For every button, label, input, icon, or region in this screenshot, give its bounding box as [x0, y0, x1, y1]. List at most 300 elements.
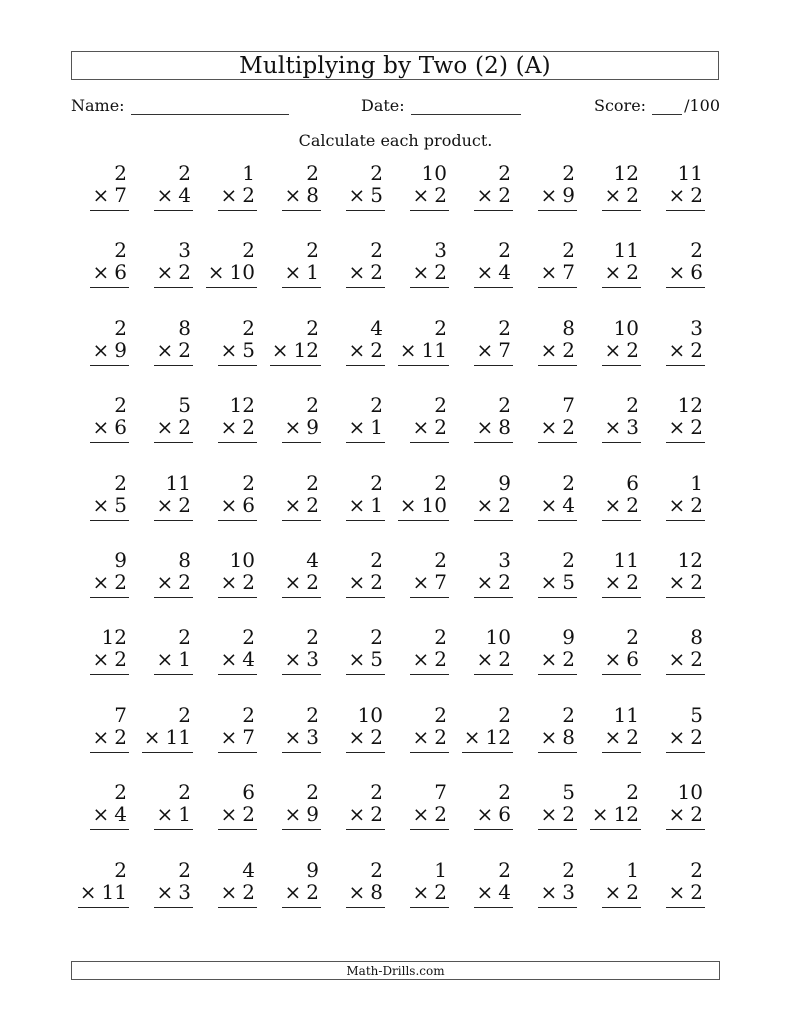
problem	[271, 315, 321, 368]
problem-multiplicand: 2	[306, 780, 319, 805]
multiplier-value: 2	[690, 183, 703, 207]
problem-multiplicand: 2	[306, 470, 319, 495]
answer-line	[90, 597, 129, 598]
multiplier-value: 2	[370, 569, 383, 594]
problem-multiplicand: 10	[357, 702, 383, 727]
problem-multiplicand: 2	[242, 238, 255, 263]
multiplier-value: 8	[498, 415, 511, 440]
multiplier-value: 10	[421, 492, 447, 517]
answer-line	[346, 442, 385, 443]
multiplier-value: 2	[434, 183, 447, 207]
answer-line	[90, 520, 129, 521]
answer-line	[218, 907, 257, 908]
problem-multiplier	[93, 261, 128, 283]
answer-line	[410, 907, 449, 908]
answer-line	[346, 597, 385, 598]
problem-multiplier	[541, 494, 576, 516]
problem-multiplicand: 2	[370, 780, 383, 805]
answer-line	[602, 752, 641, 753]
date-label: Date:	[361, 96, 405, 115]
multiply-sign: ×	[92, 724, 110, 749]
problem-multiplier	[669, 261, 704, 283]
problem	[534, 162, 577, 213]
problem-multiplier	[349, 494, 384, 516]
multiplier-value: 12	[293, 337, 319, 362]
problem-multiplicand: 2	[370, 470, 383, 495]
problem	[86, 781, 129, 832]
multiplier-value: 5	[562, 569, 575, 594]
multiplier-value: 2	[242, 802, 255, 827]
multiplier-value: 9	[114, 337, 127, 362]
problem-multiplicand: 10	[677, 780, 703, 805]
answer-line	[154, 597, 193, 598]
problem	[598, 317, 641, 368]
multiplier-value: 7	[562, 260, 575, 285]
problem-multiplicand: 2	[498, 393, 511, 418]
problem	[86, 162, 129, 213]
answer-line	[602, 210, 641, 211]
score-total: /100	[684, 96, 720, 115]
multiply-sign: ×	[156, 802, 174, 827]
problem-multiplier	[157, 571, 192, 593]
problem	[598, 704, 641, 755]
answer-line	[474, 442, 513, 443]
multiplier-value: 6	[114, 415, 127, 440]
problem	[150, 626, 193, 677]
problem	[150, 162, 193, 213]
problem	[406, 239, 449, 290]
multiply-sign: ×	[348, 337, 366, 362]
multiplier-value: 5	[114, 492, 127, 517]
multiplier-value: 2	[178, 260, 191, 285]
multiplier-value: 5	[242, 337, 255, 362]
problem-multiplicand: 10	[485, 625, 511, 650]
answer-line	[666, 287, 705, 288]
problem	[470, 162, 513, 213]
problem-multiplier	[477, 416, 512, 438]
problem	[399, 315, 449, 368]
problem-multiplier	[605, 726, 640, 748]
multiplier-value: 2	[434, 647, 447, 672]
problem-multiplier	[157, 339, 192, 361]
answer-line	[154, 674, 193, 675]
multiply-sign: ×	[540, 569, 558, 594]
problem-multiplier	[669, 184, 704, 206]
problem-multiplicand: 2	[114, 780, 127, 805]
multiplier-value: 7	[114, 183, 127, 207]
answer-line	[538, 287, 577, 288]
score-line[interactable]	[652, 96, 682, 115]
answer-line	[282, 829, 321, 830]
problem-multiplier	[349, 416, 384, 438]
answer-line	[90, 442, 129, 443]
problem	[150, 549, 193, 600]
problem-multiplicand: 2	[498, 315, 511, 340]
answer-line	[270, 365, 321, 366]
answer-line	[90, 674, 129, 675]
multiplier-value: 3	[178, 879, 191, 904]
problem-multiplier	[285, 571, 320, 593]
multiply-sign: ×	[476, 802, 494, 827]
multiplier-value: 2	[306, 879, 319, 904]
answer-line	[282, 674, 321, 675]
problem-multiplier	[541, 261, 576, 283]
answer-line	[538, 752, 577, 753]
problem-multiplier	[157, 803, 192, 825]
multiplier-value: 2	[626, 183, 639, 207]
multiply-sign: ×	[220, 492, 238, 517]
multiplier-value: 2	[690, 802, 703, 827]
multiply-sign: ×	[540, 879, 558, 904]
problem-multiplier	[541, 803, 576, 825]
problem-multiplier	[93, 726, 128, 748]
answer-line	[398, 520, 449, 521]
multiplier-value: 12	[485, 724, 511, 749]
problem-multiplier	[349, 726, 384, 748]
multiply-sign: ×	[668, 415, 686, 440]
multiplier-value: 2	[242, 183, 255, 207]
multiplier-value: 6	[690, 260, 703, 285]
problem	[662, 704, 705, 755]
multiply-sign: ×	[348, 724, 366, 749]
answer-line	[462, 752, 513, 753]
answer-line	[218, 674, 257, 675]
answer-line	[218, 752, 257, 753]
problem-multiplier	[349, 261, 384, 283]
answer-line	[90, 752, 129, 753]
problem-multiplicand: 11	[613, 238, 639, 263]
problem-multiplicand: 2	[114, 857, 127, 882]
answer-line	[154, 287, 193, 288]
problem-multiplicand: 3	[178, 238, 191, 263]
multiply-sign: ×	[207, 260, 225, 285]
problem-multiplier	[221, 416, 256, 438]
problem	[214, 704, 257, 755]
problem	[150, 472, 193, 523]
problem-multiplier	[413, 184, 448, 206]
problem-multiplicand: 2	[562, 547, 575, 572]
problem-multiplicand: 9	[306, 857, 319, 882]
problem	[470, 239, 513, 290]
multiplier-value: 5	[370, 647, 383, 672]
problem	[86, 472, 129, 523]
multiplier-value: 4	[498, 879, 511, 904]
problem	[534, 472, 577, 523]
problem	[143, 702, 193, 755]
answer-line	[410, 597, 449, 598]
problem-multiplicand: 6	[242, 780, 255, 805]
problem-multiplicand: 2	[434, 625, 447, 650]
multiplier-value: 2	[626, 569, 639, 594]
problem	[86, 317, 129, 368]
problem-multiplicand: 2	[114, 470, 127, 495]
problem-multiplier	[605, 571, 640, 593]
problem-multiplier	[413, 881, 448, 903]
problem	[534, 394, 577, 445]
problem-multiplicand: 1	[434, 857, 447, 882]
problem-multiplicand: 12	[677, 547, 703, 572]
problem	[662, 162, 705, 213]
problem	[214, 472, 257, 523]
problem-multiplicand: 2	[498, 161, 511, 185]
problem	[214, 317, 257, 368]
multiply-sign: ×	[348, 183, 366, 207]
problem-multiplier	[477, 881, 512, 903]
multiply-sign: ×	[220, 879, 238, 904]
problem-multiplier	[349, 571, 384, 593]
problem	[662, 626, 705, 677]
multiply-sign: ×	[412, 415, 430, 440]
multiply-sign: ×	[412, 183, 430, 207]
multiply-sign: ×	[92, 802, 110, 827]
answer-line	[154, 365, 193, 366]
problem-multiplicand: 10	[421, 161, 447, 185]
answer-line	[90, 365, 129, 366]
problem	[598, 859, 641, 910]
problem-multiplicand: 9	[498, 470, 511, 495]
answer-line	[206, 287, 257, 288]
problem-multiplier	[144, 726, 191, 748]
multiplier-value: 11	[421, 337, 447, 362]
answer-line	[666, 674, 705, 675]
problem-multiplicand: 10	[229, 547, 255, 572]
multiplier-value: 5	[370, 183, 383, 207]
answer-line	[78, 907, 129, 908]
multiply-sign: ×	[476, 337, 494, 362]
problem-multiplier	[477, 494, 512, 516]
multiply-sign: ×	[412, 724, 430, 749]
problem-multiplicand: 2	[370, 238, 383, 263]
multiplier-value: 7	[242, 724, 255, 749]
multiply-sign: ×	[271, 337, 289, 362]
problem-multiplicand: 2	[306, 161, 319, 185]
problem	[534, 239, 577, 290]
multiplier-value: 3	[626, 415, 639, 440]
problem	[662, 472, 705, 523]
multiply-sign: ×	[220, 724, 238, 749]
multiplier-value: 2	[562, 337, 575, 362]
problem	[86, 704, 129, 755]
problem-multiplicand: 1	[626, 857, 639, 882]
problem-multiplier	[413, 571, 448, 593]
problem-grid	[79, 161, 713, 904]
answer-line	[218, 597, 257, 598]
problem-multiplier	[605, 416, 640, 438]
problem-multiplicand: 4	[306, 547, 319, 572]
answer-line	[142, 752, 193, 753]
problem-multiplicand: 2	[306, 238, 319, 263]
problem	[86, 394, 129, 445]
problem	[150, 394, 193, 445]
answer-line	[346, 674, 385, 675]
problem	[79, 857, 129, 910]
answer-line	[282, 520, 321, 521]
problem	[534, 549, 577, 600]
problem	[342, 472, 385, 523]
problem-multiplier	[157, 416, 192, 438]
problem-multiplier	[592, 803, 639, 825]
multiply-sign: ×	[668, 802, 686, 827]
answer-line	[410, 829, 449, 830]
answer-line	[538, 210, 577, 211]
problem-multiplier	[285, 494, 320, 516]
problem	[598, 394, 641, 445]
answer-line	[474, 829, 513, 830]
multiply-sign: ×	[399, 337, 417, 362]
problem	[534, 704, 577, 755]
answer-line	[602, 442, 641, 443]
problem-multiplier	[477, 571, 512, 593]
multiplier-value: 2	[178, 569, 191, 594]
problem-multiplier	[413, 261, 448, 283]
problem-multiplier	[669, 571, 704, 593]
problem-multiplier	[541, 339, 576, 361]
answer-line	[282, 442, 321, 443]
multiplier-value: 2	[242, 415, 255, 440]
problem-multiplicand: 12	[613, 161, 639, 185]
problem-multiplicand: 5	[690, 702, 703, 727]
problem-multiplier	[221, 881, 256, 903]
problem-multiplicand: 2	[370, 625, 383, 650]
multiplier-value: 12	[613, 802, 639, 827]
problem-multiplier	[400, 339, 447, 361]
problem-multiplier	[285, 261, 320, 283]
problem-multiplier	[221, 803, 256, 825]
problem	[150, 239, 193, 290]
problem-multiplicand: 11	[677, 161, 703, 185]
multiplier-value: 9	[306, 802, 319, 827]
answer-line	[474, 907, 513, 908]
problem-multiplier	[285, 416, 320, 438]
answer-line	[474, 365, 513, 366]
multiply-sign: ×	[284, 879, 302, 904]
problem-multiplicand: 5	[178, 393, 191, 418]
problem-multiplicand: 7	[434, 780, 447, 805]
multiply-sign: ×	[156, 569, 174, 594]
multiplier-value: 4	[562, 492, 575, 517]
problem-multiplicand: 2	[242, 702, 255, 727]
problem	[278, 239, 321, 290]
problem	[150, 859, 193, 910]
multiplier-value: 2	[690, 724, 703, 749]
multiply-sign: ×	[92, 492, 110, 517]
answer-line	[602, 907, 641, 908]
multiplier-value: 2	[114, 569, 127, 594]
problem-multiplicand: 7	[114, 702, 127, 727]
problem-multiplier	[157, 494, 192, 516]
problem-multiplier	[605, 339, 640, 361]
problem-multiplicand: 4	[242, 857, 255, 882]
date-field[interactable]	[361, 96, 521, 115]
name-line[interactable]	[131, 96, 289, 115]
problem	[470, 394, 513, 445]
problem	[150, 781, 193, 832]
footer-credit: Math-Drills.com	[71, 961, 720, 980]
answer-line	[538, 520, 577, 521]
problem-multiplicand: 2	[626, 625, 639, 650]
problem-multiplicand: 2	[498, 702, 511, 727]
problem-multiplier	[221, 184, 256, 206]
problem-multiplicand: 2	[306, 625, 319, 650]
answer-line	[410, 674, 449, 675]
info-row	[71, 96, 720, 118]
multiply-sign: ×	[412, 260, 430, 285]
problem	[463, 702, 513, 755]
multiply-sign: ×	[156, 260, 174, 285]
problem-multiplicand: 2	[114, 393, 127, 418]
problem	[406, 626, 449, 677]
answer-line	[282, 752, 321, 753]
score-field[interactable]	[594, 96, 720, 115]
multiplier-value: 3	[562, 879, 575, 904]
problem-multiplier	[477, 648, 512, 670]
answer-line	[218, 829, 257, 830]
problem-multiplicand: 2	[178, 780, 191, 805]
answer-line	[154, 520, 193, 521]
problem	[406, 781, 449, 832]
answer-line	[410, 210, 449, 211]
problem	[534, 317, 577, 368]
problem	[598, 162, 641, 213]
name-field[interactable]	[71, 96, 289, 115]
problem-multiplier	[605, 881, 640, 903]
multiply-sign: ×	[284, 569, 302, 594]
answer-line	[282, 907, 321, 908]
multiplier-value: 2	[434, 724, 447, 749]
answer-line	[666, 907, 705, 908]
problem-multiplier	[221, 726, 256, 748]
multiplier-value: 6	[626, 647, 639, 672]
problem-multiplicand: 2	[306, 702, 319, 727]
date-line[interactable]	[411, 96, 521, 115]
answer-line	[346, 287, 385, 288]
problem-multiplicand: 2	[434, 393, 447, 418]
multiplier-value: 2	[434, 260, 447, 285]
answer-line	[538, 674, 577, 675]
problem-multiplier	[349, 648, 384, 670]
multiply-sign: ×	[348, 415, 366, 440]
problem	[342, 781, 385, 832]
multiplier-value: 2	[498, 183, 511, 207]
problem	[342, 317, 385, 368]
answer-line	[602, 520, 641, 521]
answer-line	[282, 210, 321, 211]
problem-multiplicand: 2	[114, 238, 127, 263]
problem-multiplicand: 2	[690, 857, 703, 882]
problem-multiplicand: 2	[626, 780, 639, 805]
problem-multiplier	[477, 261, 512, 283]
problem-multiplicand: 11	[613, 702, 639, 727]
answer-line	[282, 597, 321, 598]
problem	[662, 317, 705, 368]
problem-multiplier	[285, 726, 320, 748]
problem-multiplier	[669, 726, 704, 748]
problem-multiplier	[669, 803, 704, 825]
multiply-sign: ×	[604, 415, 622, 440]
multiply-sign: ×	[591, 802, 609, 827]
multiply-sign: ×	[604, 337, 622, 362]
multiply-sign: ×	[284, 415, 302, 440]
multiply-sign: ×	[284, 802, 302, 827]
multiply-sign: ×	[348, 569, 366, 594]
multiplier-value: 2	[626, 492, 639, 517]
problem	[342, 626, 385, 677]
multiplier-value: 10	[229, 260, 255, 285]
problem-multiplier	[272, 339, 319, 361]
multiply-sign: ×	[540, 415, 558, 440]
multiplier-value: 4	[178, 183, 191, 207]
answer-line	[666, 210, 705, 211]
